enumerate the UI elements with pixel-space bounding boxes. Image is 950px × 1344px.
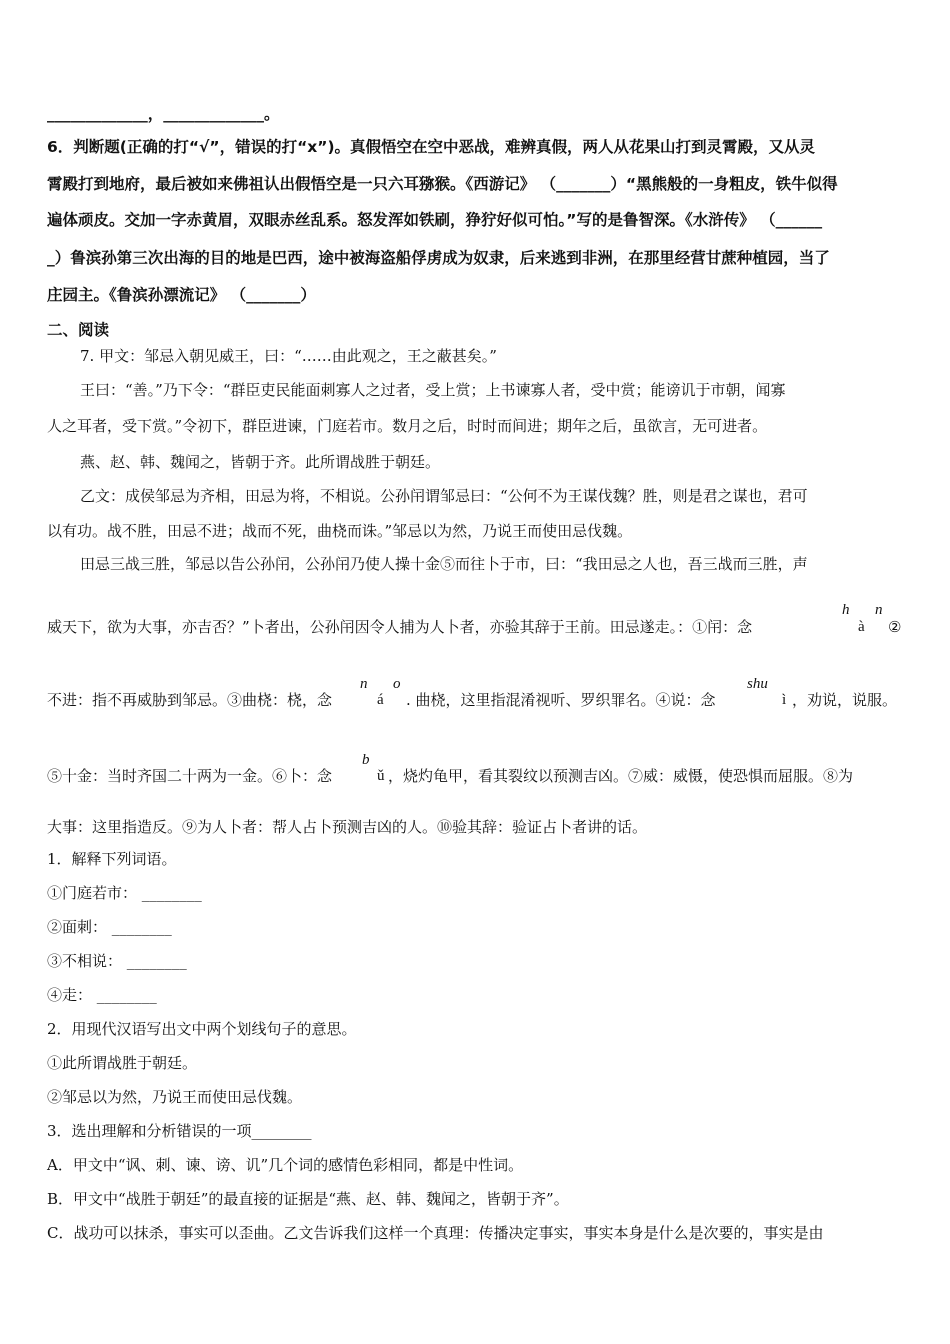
q3-option-b: B．甲文中“战胜于朝廷”的最直接的证据是“燕、赵、韩、魏闻之，皆朝于齐”。 [47,1190,569,1208]
passage-b-line-3: 田忌三战三胜，邹忌以告公孙闬，公孙闬乃使人操十金⑤而往卜于市，曰：“我田忌之人也，吾三战而三胜，声 [80,555,808,573]
q1-title: 1．解释下列词语。 [47,850,177,868]
passage-b-line-2: 以有功。战不胜，田忌不进；战而不死，曲桡而诛。”邹忌以为然，乃说王而使田忌伐魏。 [47,522,633,540]
q6-line-5: 庄园主。《鲁滨孙漂流记》 （_______） [47,286,316,304]
pinyin-a2-tone: á [377,692,384,708]
pinyin-a-tone: à [858,619,865,635]
q1-item-1: ①门庭若市： ________ [47,884,202,902]
pinyin-u-tone: ǔ [377,768,385,784]
passage-b-line-4 [47,617,752,637]
note-line-4a: ⑤十金：当时齐国二十两为一金。⑥卜：念 [47,767,333,785]
section-heading: 二、阅读 [47,321,110,339]
q2-item-1: ①此所谓战胜于朝廷。 [47,1054,198,1072]
q6-line-4: _）鲁滨孙第三次出海的目的地是巴西，途中被海盗船俘虏成为奴隶，后来逃到非洲，在那里经营甘蔗种植园，当了 [47,249,830,267]
passage-a-line-1: 王曰：“善。”乃下令：“群臣吏民能面刺寡人之过者，受上赏；上书谏寡人者，受中赏；能谤讥于市朝，闻寡 [80,381,786,399]
pinyin-shu: shu [747,676,768,692]
passage-a-line-3: 燕、赵、韩、魏闻之，皆朝于齐。此所谓战胜于朝廷。 [80,453,441,471]
q3-title: 3．选出理解和分析错误的一项________ [47,1122,312,1140]
q2-item-2: ②邹忌以为然，乃说王而使田忌伐魏。 [47,1088,303,1106]
q6-line-1: 6．判断题(正确的打“√”，错误的打“x”)。真假悟空在空中恶战，难辨真假，两人从花果山打到灵霄殿，又从灵 [47,138,816,156]
q1-item-2: ②面刺： ________ [47,918,172,936]
pinyin-n2: n [360,676,368,692]
note-line-5: 大事：这里指造反。⑨为人卜者：帮人占卜预测吉凶的人。⑩验其辞：验证占卜者讲的话。 [47,818,648,836]
q6-line-2: 霄殿打到地府，最后被如来佛祖认出假悟空是一只六耳猕猴。《西游记》 （_______）“黑熊般的一身粗皮，铁牛似得 [47,175,838,193]
passage-b-line-1: 乙文：成侯邹忌为齐相，田忌为将，不相说。公孙闬谓邹忌曰：“公何不为王谋伐魏？胜，则是君之谋也，君可 [80,487,808,505]
note-marker-2: ② [888,618,902,636]
q7-intro: 7. 甲文：邹忌入朝见威王，曰：“……由此观之，王之蔽甚矣。” [80,347,497,365]
q3-option-a: A．甲文中“讽、刺、谏、谤、讥”几个词的感情色彩相同，都是中性词。 [47,1156,524,1174]
passage-b-line-4-text: 威天下，欲为大事，亦吉否？”卜者出，公孙闬因令人捕为人卜者，亦验其辞于王前。田忌遂走。：①闬：念 [47,618,753,636]
top-blanks: _____________，_____________。 [47,105,280,123]
note-line-3a: 不进：指不再威胁到邹忌。③曲桡：桡，念 [47,691,333,709]
pinyin-n: n [875,602,883,618]
q1-item-3: ③不相说： ________ [47,952,187,970]
passage-a-line-2: 人之耳者，受下赏。”令初下，群臣进谏，门庭若市。数月之后，时时而间进；期年之后，虽欲言，无可进者。 [47,417,768,435]
note-line-3c: ，劝说，说服。 [792,691,898,709]
pinyin-o: o [393,676,401,692]
note-line-3b: . 曲桡，这里指混淆视听、罗织罪名。④说：念 [406,691,716,709]
note-line-4b: ，烧灼龟甲，看其裂纹以预测吉凶。⑦威：威慑，使恐惧而屈服。⑧为 [388,767,854,785]
pinyin-i-tone: ì [782,692,787,708]
q2-title: 2．用现代汉语写出文中两个划线句子的意思。 [47,1020,357,1038]
q3-option-c: C．战功可以抹杀，事实可以歪曲。乙文告诉我们这样一个真理：传播决定事实，事实本身是什么是次要的，事实是由 [47,1224,824,1242]
pinyin-h: h [842,602,850,618]
q1-item-4: ④走： ________ [47,986,157,1004]
q6-line-3: 遍体顽皮。交加一字赤黄眉，双眼赤丝乱系。怒发浑如铁刷，狰狞好似可怕。”写的是鲁智深。《水浒传》 （______ [47,211,823,229]
pinyin-b: b [362,752,370,768]
